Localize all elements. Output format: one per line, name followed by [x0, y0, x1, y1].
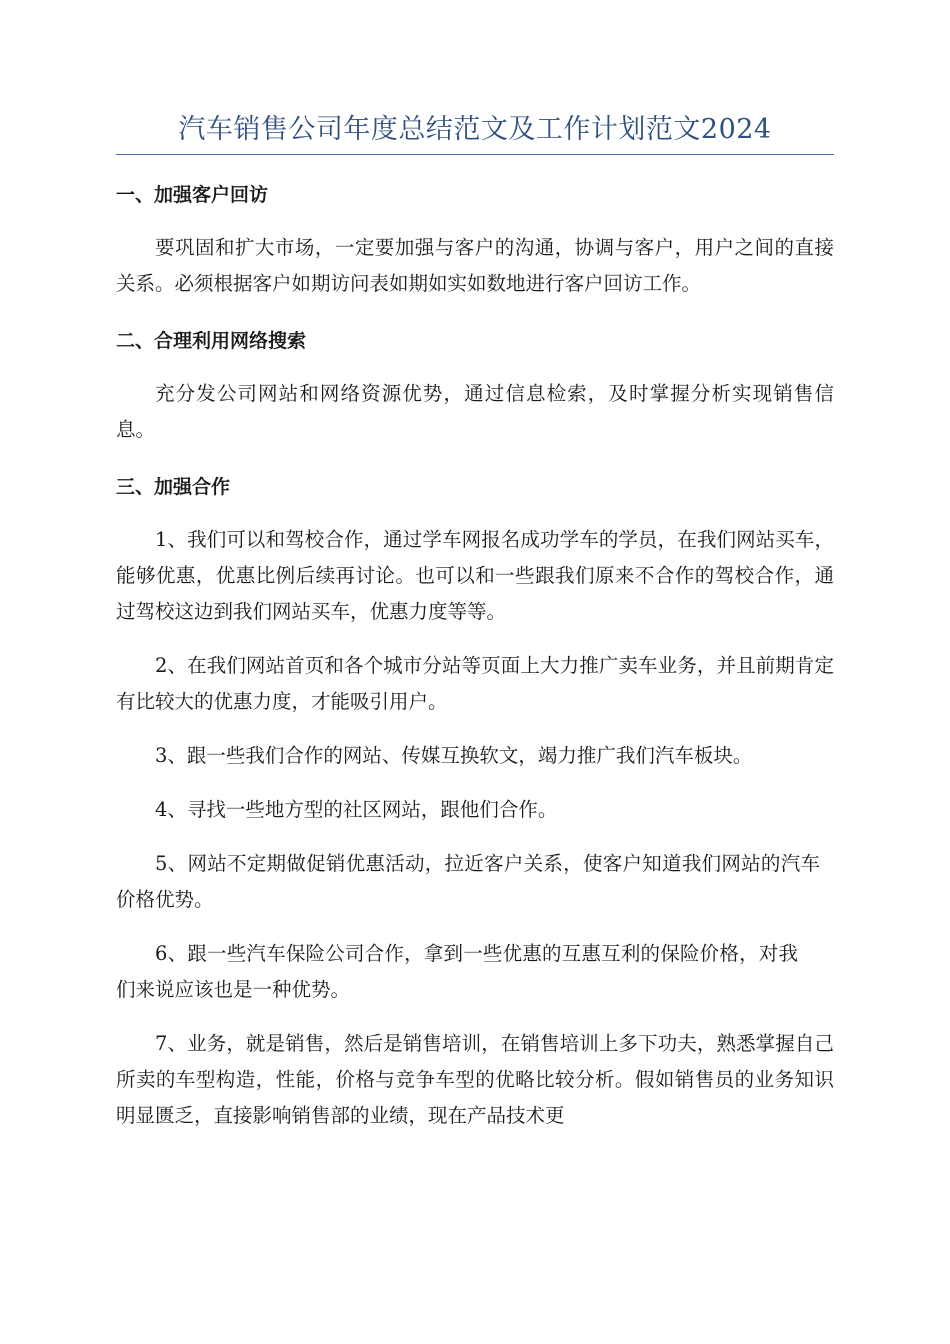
document-title: 汽车销售公司年度总结范文及工作计划范文2024	[116, 108, 834, 155]
document-page	[116, 108, 834, 1134]
section-heading-3: 三、加强合作	[116, 476, 231, 498]
paragraph-item-3: 3、跟一些我们合作的网站、传媒互换软文，竭力推广我们汽车板块。	[155, 744, 753, 767]
paragraph-item-5: 5、网站不定期做促销优惠活动，拉近客户关系，使客户知道我们网站的汽车价格优势。	[116, 852, 820, 911]
paragraph: 充分发公司网站和网络资源优势，通过信息检索，及时掌握分析实现销售信息。	[116, 382, 834, 441]
section-heading-1: 一、加强客户回访	[116, 184, 269, 206]
paragraph-item-1: 1、我们可以和驾校合作，通过学车网报名成功学车的学员，在我们网站买车，能够优惠，优惠比例后续再讨论。也可以和一些跟我们原来不合作的驾校合作，通过驾校这边到我们网站买车，优惠力度等等。	[116, 528, 834, 623]
paragraph-item-6: 6、跟一些汽车保险公司合作，拿到一些优惠的互惠互利的保险价格，对我们来说应该也是一种优势。	[116, 942, 798, 1001]
section-heading-2: 二、合理利用网络搜索	[116, 330, 307, 352]
paragraph: 要巩固和扩大市场，一定要加强与客户的沟通，协调与客户，用户之间的直接关系。必须根据客户如期访问表如期如实如数地进行客户回访工作。	[116, 236, 834, 295]
paragraph-item-4: 4、寻找一些地方型的社区网站，跟他们合作。	[155, 798, 558, 821]
paragraph-item-7: 7、业务，就是销售，然后是销售培训，在销售培训上多下功夫，熟悉掌握自己所卖的车型构造，性能，价格与竞争车型的优略比较分析。假如销售员的业务知识明显匮乏，直接影响销售部的业绩，现在产品技术更	[116, 1032, 834, 1127]
paragraph-item-2: 2、在我们网站首页和各个城市分站等页面上大力推广卖车业务，并且前期肯定有比较大的优惠力度，才能吸引用户。	[116, 654, 834, 713]
